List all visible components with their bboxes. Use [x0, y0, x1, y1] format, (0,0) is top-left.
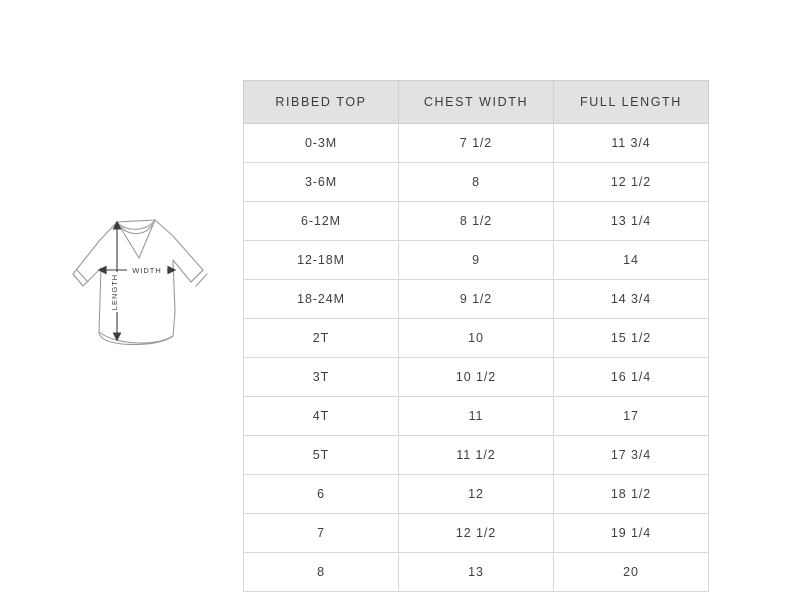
cell-size: 18-24M [244, 280, 399, 319]
cell-size: 2T [244, 319, 399, 358]
cell-chest-width: 8 1/2 [399, 202, 554, 241]
cell-size: 0-3M [244, 124, 399, 163]
cell-size: 8 [244, 553, 399, 592]
cell-chest-width: 9 [399, 241, 554, 280]
cell-full-length: 18 1/2 [554, 475, 709, 514]
cell-size: 3T [244, 358, 399, 397]
cell-full-length: 20 [554, 553, 709, 592]
cell-size: 7 [244, 514, 399, 553]
table-row [244, 163, 709, 202]
cell-chest-width: 10 [399, 319, 554, 358]
table-row [244, 436, 709, 475]
cell-full-length: 12 1/2 [554, 163, 709, 202]
cell-full-length: 14 3/4 [554, 280, 709, 319]
cell-chest-width: 11 [399, 397, 554, 436]
cell-chest-width: 12 [399, 475, 554, 514]
column-header-chest-width: CHEST WIDTH [399, 81, 554, 124]
cell-chest-width: 8 [399, 163, 554, 202]
table-row [244, 514, 709, 553]
garment-diagram [55, 200, 225, 360]
table-header-row [244, 81, 709, 124]
cell-full-length: 15 1/2 [554, 319, 709, 358]
cell-chest-width: 9 1/2 [399, 280, 554, 319]
table-row [244, 553, 709, 592]
table-row [244, 358, 709, 397]
table-row [244, 241, 709, 280]
cell-full-length: 14 [554, 241, 709, 280]
cell-full-length: 17 [554, 397, 709, 436]
table-row [244, 124, 709, 163]
table-body [244, 124, 709, 592]
table-row [244, 475, 709, 514]
table-row [244, 397, 709, 436]
size-chart-table [243, 80, 709, 592]
cell-size: 6 [244, 475, 399, 514]
cell-size: 5T [244, 436, 399, 475]
cell-chest-width: 10 1/2 [399, 358, 554, 397]
cell-full-length: 13 1/4 [554, 202, 709, 241]
size-chart-table-wrapper [243, 80, 708, 592]
cell-full-length: 17 3/4 [554, 436, 709, 475]
length-label: LENGTH [110, 273, 119, 311]
table-header [244, 81, 709, 124]
cell-size: 6-12M [244, 202, 399, 241]
cell-size: 12-18M [244, 241, 399, 280]
table-row [244, 202, 709, 241]
table-row [244, 280, 709, 319]
cell-full-length: 19 1/4 [554, 514, 709, 553]
cell-chest-width: 13 [399, 553, 554, 592]
cell-chest-width: 7 1/2 [399, 124, 554, 163]
cell-size: 4T [244, 397, 399, 436]
width-label: WIDTH [132, 266, 162, 275]
cell-chest-width: 11 1/2 [399, 436, 554, 475]
cell-full-length: 16 1/4 [554, 358, 709, 397]
cell-full-length: 11 3/4 [554, 124, 709, 163]
cell-size: 3-6M [244, 163, 399, 202]
column-header-size: RIBBED TOP [244, 81, 399, 124]
column-header-full-length: FULL LENGTH [554, 81, 709, 124]
cell-chest-width: 12 1/2 [399, 514, 554, 553]
table-row [244, 319, 709, 358]
